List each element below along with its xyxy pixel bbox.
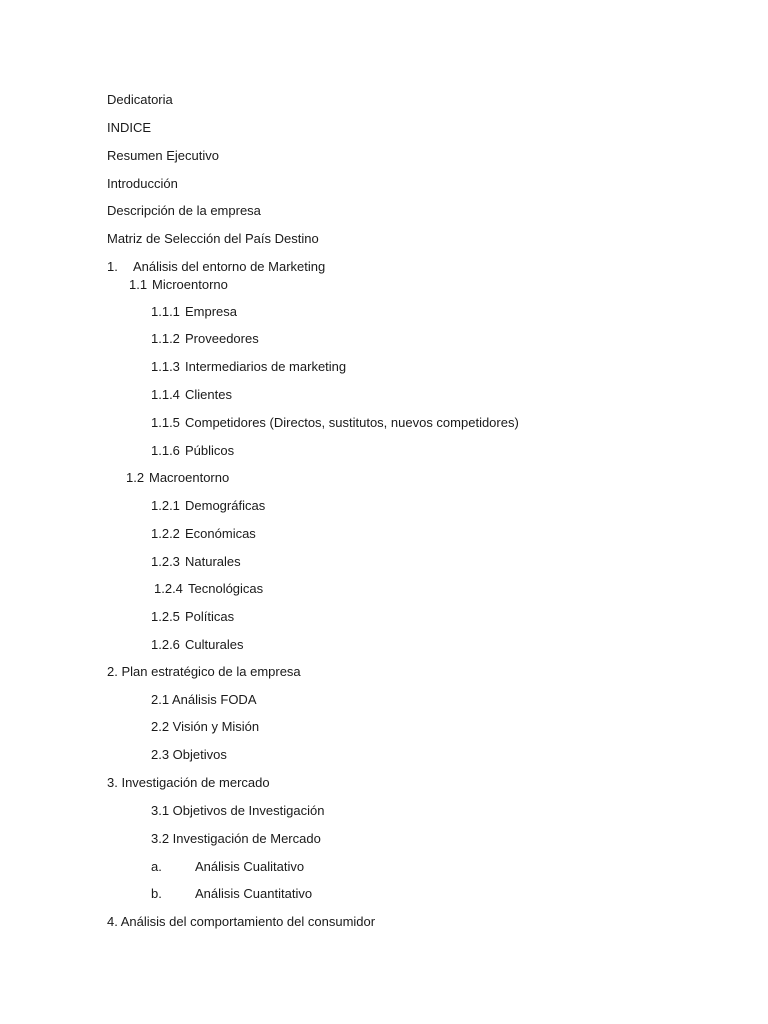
toc-number: 1.2.4	[154, 581, 183, 596]
toc-label: Análisis del entorno de Marketing	[133, 259, 326, 274]
toc-entry-section-1-1-5	[151, 415, 519, 431]
toc-entry-section-2-1: 2.1 Análisis FODA	[151, 692, 257, 707]
toc-number: 1.2.3	[151, 554, 180, 569]
toc-number: 1.2.5	[151, 609, 180, 624]
toc-label: Intermediarios de marketing	[185, 359, 347, 374]
toc-entry-section-1-2-3	[151, 554, 241, 570]
toc-entry-section-1-2-6	[151, 637, 244, 653]
toc-number: 1.2.2	[151, 526, 180, 541]
toc-entry-section-1-1	[129, 277, 228, 293]
toc-number: 1.2	[126, 470, 145, 485]
toc-entry-section-3-2-a	[151, 859, 304, 875]
toc-number: 1.1.4	[151, 387, 180, 402]
toc-label: Macroentorno	[149, 470, 230, 485]
toc-number: a.	[151, 859, 162, 874]
toc-label: Empresa	[185, 304, 238, 319]
toc-label: Públicos	[185, 443, 235, 458]
toc-entry-section-1-1-3	[151, 359, 346, 375]
toc-number: 1.1	[129, 277, 148, 292]
toc-entry-matriz: Matriz de Selección del País Destino	[107, 231, 319, 246]
toc-entry-section-1-2-4	[154, 581, 263, 597]
toc-entry-section-1-1-4	[151, 387, 232, 403]
toc-entry-section-2-2: 2.2 Visión y Misión	[151, 719, 260, 734]
toc-entry-section-1-2-2	[151, 526, 256, 542]
toc-entry-introduccion: Introducción	[107, 176, 178, 191]
toc-entry-section-4: 4. Análisis del comportamiento del consumidor	[107, 914, 376, 929]
toc-entry-section-1	[107, 259, 325, 275]
toc-entry-section-1-1-1	[151, 304, 237, 320]
toc-number: 1.1.1	[151, 304, 180, 319]
toc-label: Demográficas	[185, 498, 266, 513]
toc-label: Análisis Cuantitativo	[195, 886, 313, 901]
toc-number: 1.2.1	[151, 498, 180, 513]
toc-entry-section-1-2-5	[151, 609, 234, 625]
toc-entry-resumen: Resumen Ejecutivo	[107, 148, 219, 163]
toc-label: Naturales	[185, 554, 241, 569]
toc-label: Competidores (Directos, sustitutos, nuevos competidores)	[185, 415, 519, 430]
toc-label: Clientes	[185, 387, 232, 402]
toc-entry-descripcion: Descripción de la empresa	[107, 203, 261, 218]
toc-entry-section-2-3: 2.3 Objetivos	[151, 747, 227, 762]
toc-number: 1.2.6	[151, 637, 180, 652]
toc-entry-section-1-1-2	[151, 331, 259, 347]
toc-entry-section-3-2: 3.2 Investigación de Mercado	[151, 831, 321, 846]
toc-label: Proveedores	[185, 331, 259, 346]
toc-number: 1.1.5	[151, 415, 180, 430]
toc-entry-dedicatoria: Dedicatoria	[107, 92, 173, 107]
toc-entry-section-1-1-6	[151, 443, 234, 459]
toc-number: 1.1.3	[151, 359, 180, 374]
toc-number: 1.	[107, 259, 118, 274]
toc-label: Culturales	[185, 637, 244, 652]
toc-entry-section-1-2	[126, 470, 229, 486]
toc-entry-section-3: 3. Investigación de mercado	[107, 775, 270, 790]
toc-label: Tecnológicas	[188, 581, 264, 596]
toc-number: 1.1.2	[151, 331, 180, 346]
toc-number: b.	[151, 886, 162, 901]
toc-entry-section-2: 2. Plan estratégico de la empresa	[107, 664, 301, 679]
toc-label: Económicas	[185, 526, 256, 541]
toc-label: Microentorno	[152, 277, 228, 292]
toc-entry-section-3-2-b	[151, 886, 312, 902]
toc-number: 1.1.6	[151, 443, 180, 458]
toc-entry-section-1-2-1	[151, 498, 265, 514]
toc-label: Políticas	[185, 609, 235, 624]
toc-entry-section-3-1: 3.1 Objetivos de Investigación	[151, 803, 325, 818]
toc-label: Análisis Cualitativo	[195, 859, 305, 874]
toc-entry-indice: INDICE	[107, 120, 152, 135]
